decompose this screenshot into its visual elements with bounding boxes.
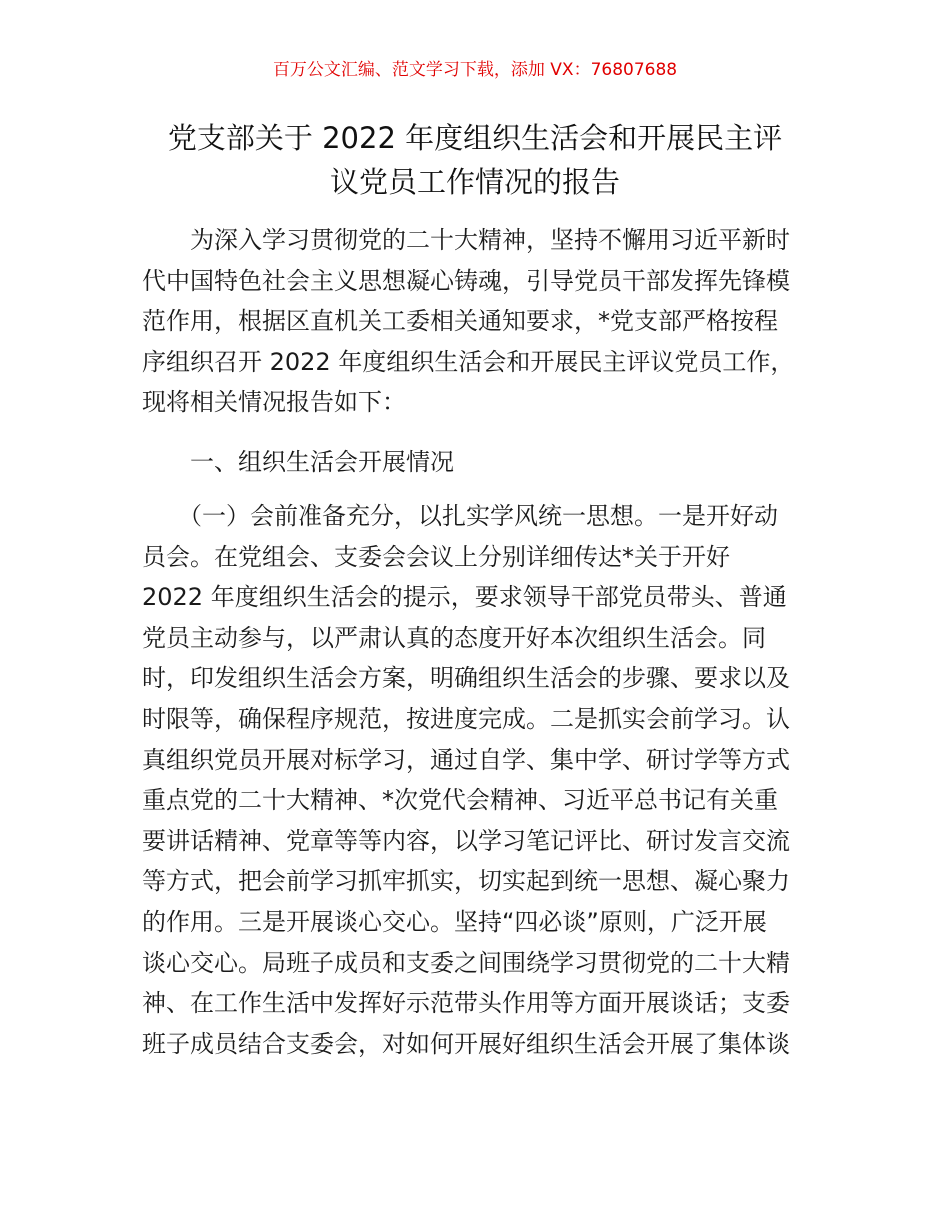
- text-line: （一）会前准备充分，以扎实学风统一思想。一是开好动: [142, 502, 778, 530]
- text-line: 真组织党员开展对标学习，通过自学、集中学、研讨学等方式: [142, 745, 790, 774]
- text-line: 2022 年度组织生活会的提示，要求领导干部党员带头、普通: [142, 583, 787, 612]
- text-line: 员会。在党组会、支委会会议上分别详细传达*关于开好: [142, 542, 730, 571]
- text-line: 要讲话精神、党章等等内容，以学习笔记评比、研讨发言交流: [142, 826, 790, 855]
- paragraph-preparation: [142, 496, 814, 1064]
- heading-line: 一、组织生活会开展情况: [142, 448, 454, 476]
- text-line: 时限等，确保程序规范，按进度完成。二是抓实会前学习。认: [142, 704, 790, 733]
- text-line: 等方式，把会前学习抓牢抓实，切实起到统一思想、凝心聚力: [142, 867, 790, 896]
- text-line: 党员主动参与，以严肃认真的态度开好本次组织生活会。同: [142, 623, 766, 652]
- watermark-header: 百万公文汇编、范文学习下载，添加 VX：76807688: [272, 60, 678, 80]
- paragraph-intro: [142, 220, 814, 423]
- text-line: 序组织召开 2022 年度组织生活会和开展民主评议党员工作，: [142, 347, 795, 376]
- title-line-2: 议党员工作情况的报告: [329, 165, 620, 199]
- text-line: 为深入学习贯彻党的二十大精神，坚持不懈用习近平新时: [142, 226, 790, 254]
- text-line: 现将相关情况报告如下：: [142, 388, 406, 417]
- document-title: [135, 116, 815, 204]
- text-line: 的作用。三是开展谈心交心。坚持“四必谈”原则，广泛开展: [142, 907, 767, 936]
- text-line: 范作用，根据区直机关工委相关通知要求，*党支部严格按程: [142, 307, 778, 336]
- text-line: 代中国特色社会主义思想凝心铸魂，引导党员干部发挥先锋模: [142, 266, 790, 295]
- title-line-1: 党支部关于 2022 年度组织生活会和开展民主评: [167, 121, 783, 155]
- text-line: 谈心交心。局班子成员和支委之间围绕学习贯彻党的二十大精: [142, 948, 790, 977]
- text-line: 神、在工作生活中发挥好示范带头作用等方面开展谈话；支委: [142, 989, 790, 1018]
- text-line: 重点党的二十大精神、*次党代会精神、习近平总书记有关重: [142, 786, 778, 815]
- text-line: 班子成员结合支委会，对如何开展好组织生活会开展了集体谈: [142, 1029, 790, 1058]
- section-heading: [142, 442, 814, 483]
- text-line: 时，印发组织生活会方案，明确组织生活会的步骤、要求以及: [142, 664, 790, 693]
